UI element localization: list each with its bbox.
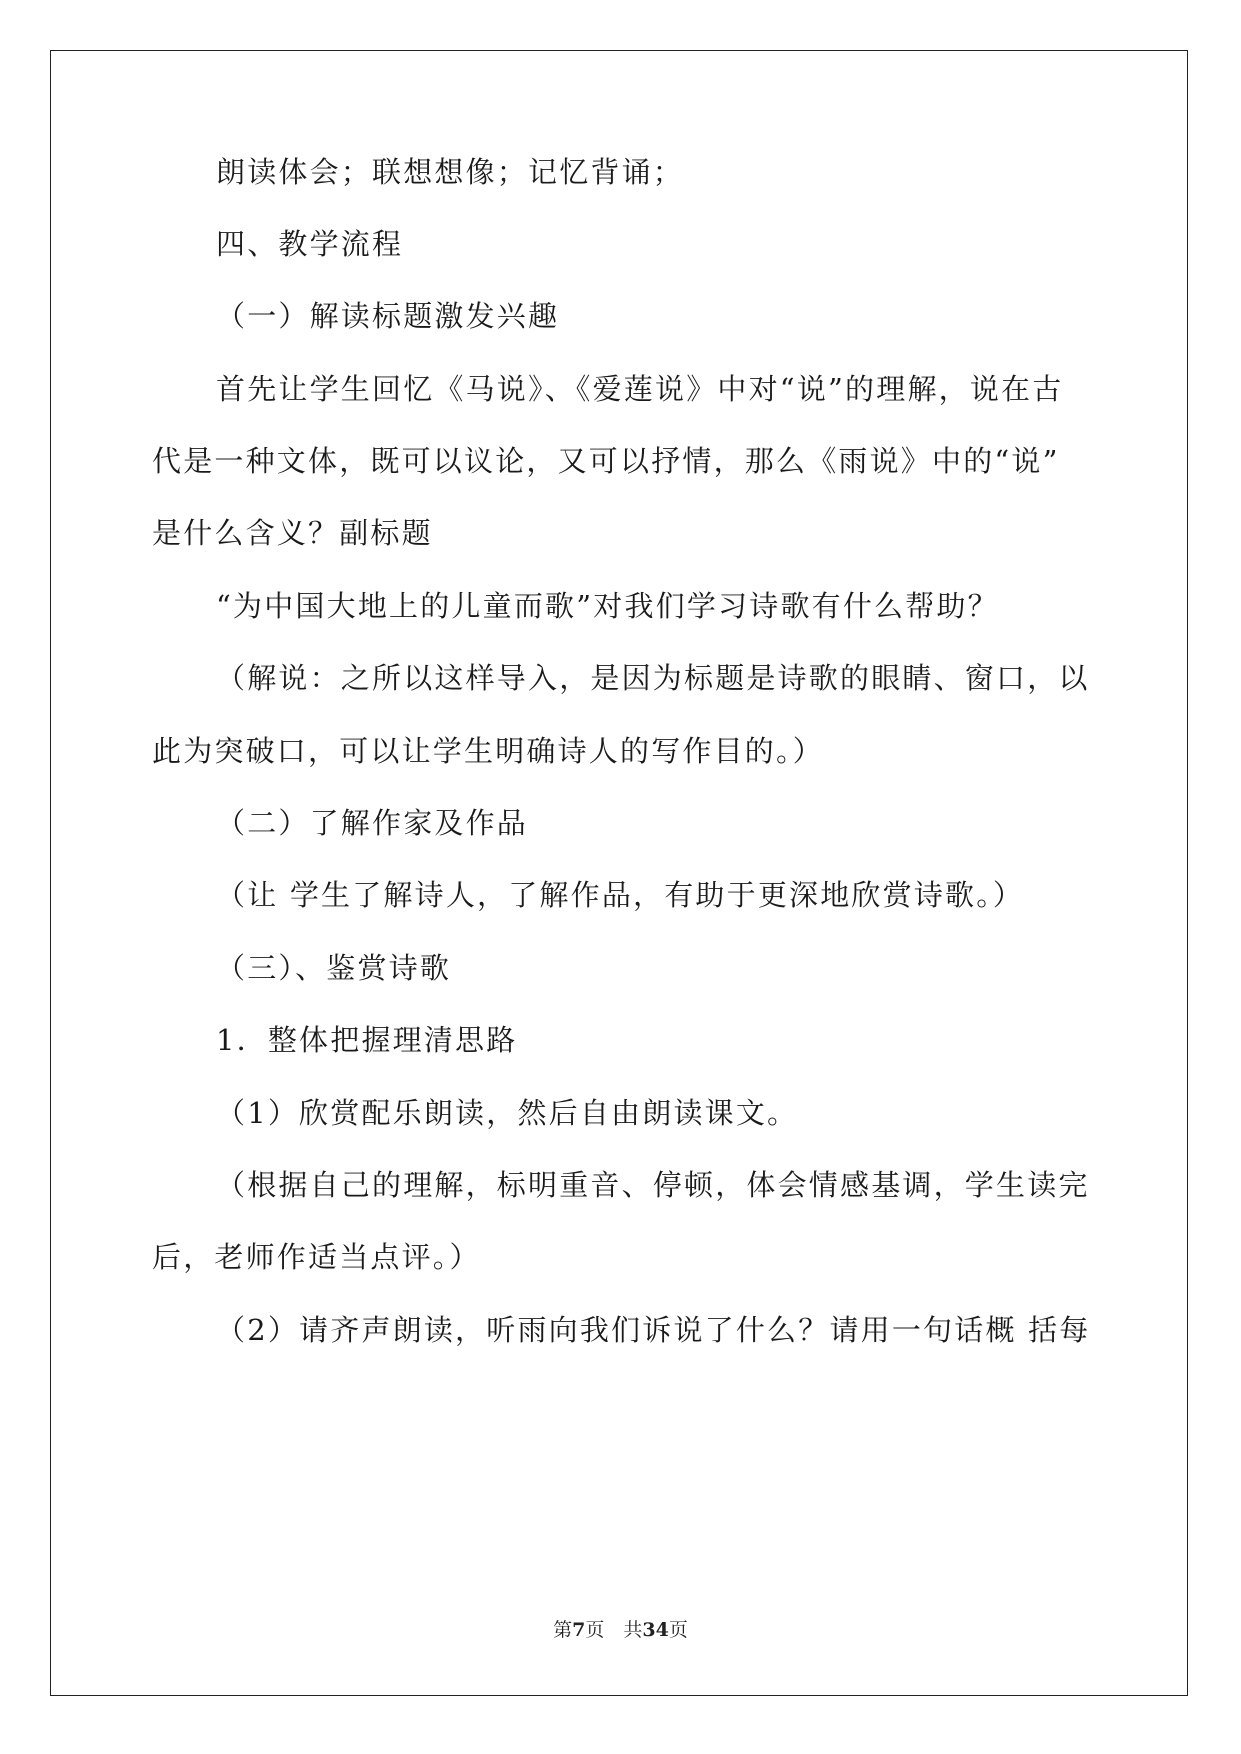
paragraph-line: （解说：之所以这样导入，是因为标题是诗歌的眼睛、窗口，以 [216,661,1090,695]
footer-middle: 页 共 [585,1619,643,1641]
page-footer [0,1618,1241,1642]
footer-suffix: 页 [668,1619,688,1641]
current-page-number: 7 [572,1619,586,1641]
section-heading: 四、教学流程 [216,227,404,261]
footer-prefix: 第 [553,1619,573,1641]
paragraph-line: （让 学生了解诗人，了解作品，有助于更深地欣赏诗歌。） [216,878,1025,912]
subsection-heading: （一）解读标题激发兴趣 [216,299,560,333]
subsection-heading: （三）、鉴赏诗歌 [216,951,452,985]
paragraph-line: 首先让学生回忆《马说》、《爱莲说》中对“说”的理解，说在古 [216,372,1064,406]
list-item-heading: 1．整体把握理清思路 [216,1023,518,1057]
paragraph-line: 代是一种文体，既可以议论，又可以抒情，那么《雨说》中的“说” [152,444,1060,478]
paragraph-line: 朗读体会；联想想像；记忆背诵； [216,155,685,189]
paragraph-line: “为中国大地上的儿童而歌”对我们学习诗歌有什么帮助？ [216,589,999,623]
paragraph-line: 此为突破口，可以让学生明确诗人的写作目的。） [152,734,824,768]
paragraph-line: 是什么含义？副标题 [152,516,433,550]
paragraph-line: 后，老师作适当点评。） [152,1240,481,1274]
paragraph-line: （2）请齐声朗读，听雨向我们诉说了什么？请用一句话概 括每 [216,1313,1091,1347]
paragraph-line: （1）欣赏配乐朗读，然后自由朗读课文。 [216,1096,799,1130]
total-pages-number: 34 [642,1619,669,1641]
paragraph-line: （根据自己的理解，标明重音、停顿，体会情感基调，学生读完 [216,1168,1090,1202]
subsection-heading: （二）了解作家及作品 [216,806,529,840]
